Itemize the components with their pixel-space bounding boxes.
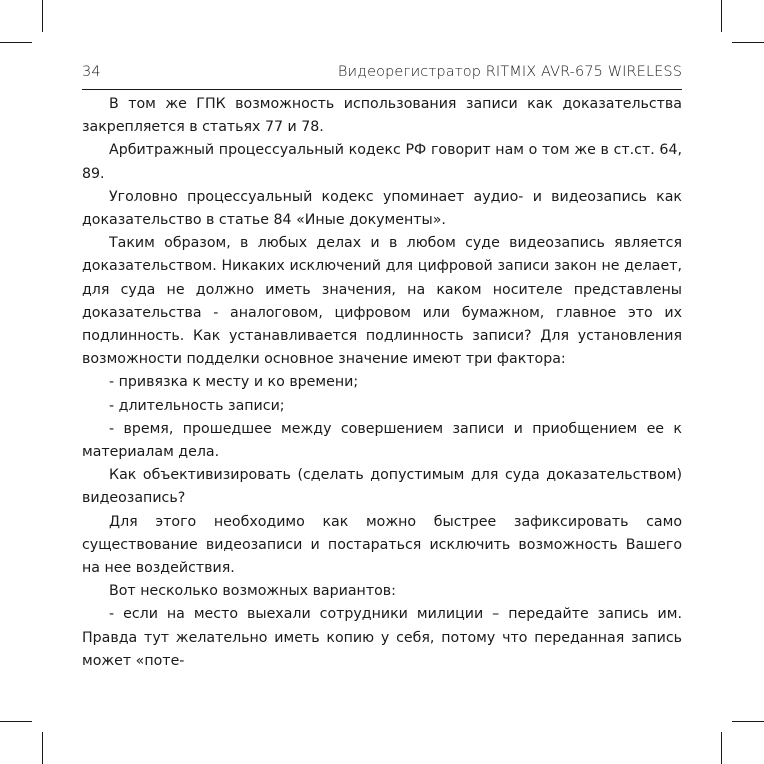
crop-mark-bottom-left-horizontal [0, 721, 32, 722]
list-item: - длительность записи; [109, 397, 285, 414]
crop-mark-top-right-vertical [721, 0, 722, 32]
paragraph: Для этого необходимо как можно быстрее зафиксировать само существование видеозаписи и постараться исключить возможность Вашего на нее воздействия. [82, 513, 682, 577]
crop-mark-top-left-vertical [42, 0, 43, 32]
crop-mark-bottom-right-vertical [721, 732, 722, 764]
paragraph: Таким образом, в любых делах и в любом суде видеозапись является доказательством. Никаких исключений для цифровой записи закон не делает, для суда не должно иметь значения, на каком носителе представлены доказательства - аналоговом, цифровом или бумажном, главное это их подлинность. Как устанавливается подлинность записи? Для установления возможности подделки основное значение имеют три фактора: [82, 235, 682, 368]
page-number: 34 [82, 64, 101, 80]
header-rule [82, 89, 682, 90]
paragraph: Вот несколько возможных вариантов: [109, 583, 396, 600]
body-text [82, 93, 682, 673]
paragraph: Арбитражный процессуальный кодекс РФ говорит нам о том же в ст.ст. 64, 89. [82, 142, 682, 182]
list-item: - если на место выехали сотрудники милиции – передайте запись им. Правда тут желательно иметь копию у себя, потому что переданная запись может «поте- [82, 606, 682, 669]
list-item: - время, прошедшее между совершением записи и приобщением ее к материалам дела. [82, 420, 682, 461]
paragraph: Уголовно процессуальный кодекс упоминает аудио- и видеозапись как доказательство в статье 84 «Иные документы». [82, 188, 682, 229]
running-title: Видеорегистратор RITMIX AVR-675 WIRELESS [337, 64, 682, 80]
crop-mark-bottom-right-horizontal [732, 721, 764, 722]
crop-mark-bottom-left-vertical [42, 732, 43, 764]
list-item: - привязка к месту и ко времени; [109, 374, 359, 391]
paragraph: Как объективизировать (сделать допустимым для суда доказательством) видеозапись? [82, 467, 682, 507]
page-header [82, 64, 682, 86]
crop-mark-top-left-horizontal [0, 42, 32, 43]
paragraph: В том же ГПК возможность использования записи как доказательства закрепляется в статьях 77 и 78. [82, 96, 682, 136]
crop-mark-top-right-horizontal [732, 42, 764, 43]
